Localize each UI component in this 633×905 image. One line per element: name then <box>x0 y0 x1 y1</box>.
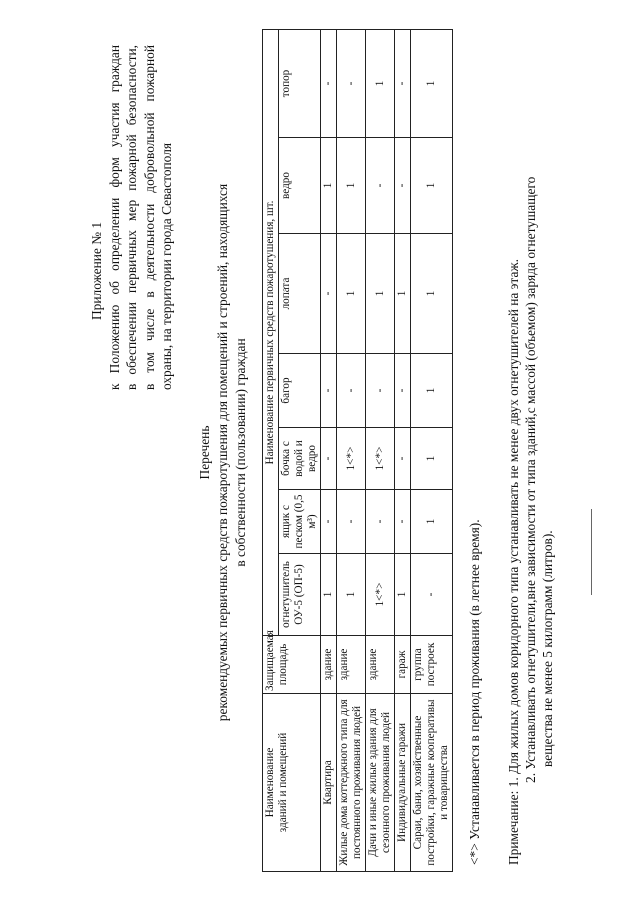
cell-sand-box: - <box>337 490 366 554</box>
row-area: здание <box>337 636 366 694</box>
appendix-line: в обеспечении первичных мер пожарной безопасности, <box>124 45 140 390</box>
cell-sand-box: - <box>366 490 395 554</box>
row-area: здание <box>366 636 395 694</box>
table-row <box>395 29 411 871</box>
table-row <box>411 29 453 871</box>
cell-extinguisher: - <box>411 554 453 636</box>
cell-water-barrel: 1 <box>411 428 453 490</box>
header-axe: топор <box>279 29 321 137</box>
cell-shovel: 1 <box>337 234 366 354</box>
appendix-line: в том числе в деятельности добровольной пожарной <box>141 45 157 390</box>
document-subtitle: в собственности (пользовании) граждан <box>233 338 248 567</box>
cell-shovel: 1 <box>395 234 411 354</box>
cell-shovel: - <box>321 234 337 354</box>
note-line: Примечание: 1. Для жилых домов коридорного типа устанавливать не менее двух огнетушителей на этаж. <box>506 259 521 865</box>
row-area: группа построек <box>411 636 453 694</box>
cell-hook: - <box>321 354 337 428</box>
cell-hook: - <box>395 354 411 428</box>
header-equipment-group: Наименование первичных средств пожаротушения, шт. <box>263 29 279 635</box>
cell-bucket: 1 <box>337 138 366 234</box>
cell-sand-box: 1 <box>411 490 453 554</box>
appendix-line: к Положению об определении форм участия граждан <box>106 45 122 390</box>
cell-extinguisher: 1<*> <box>366 554 395 636</box>
cell-water-barrel: - <box>395 428 411 490</box>
cell-water-barrel: 1<*> <box>337 428 366 490</box>
appendix-line: охраны, на территории города Севастополя <box>159 142 175 390</box>
document-title: Перечень <box>197 425 212 480</box>
row-area: гараж <box>395 636 411 694</box>
header-sand-box: ящик с песком (0,5 м³) <box>279 490 321 554</box>
header-building-name: Наименование зданий и помещений <box>263 694 321 872</box>
row-name: Дачи и иные жилые здания для сезонного проживания людей <box>366 694 395 872</box>
header-extinguisher: огнетушитель ОУ-5 (ОП-5) <box>279 554 321 636</box>
cell-shovel: 1 <box>366 234 395 354</box>
row-name: Индивидуальные гаражи <box>395 694 411 872</box>
table-row <box>337 29 366 871</box>
footnote: <*> Устанавливается в период проживания (в летнее время). <box>467 519 482 865</box>
table-row <box>366 29 395 871</box>
note-block <box>505 25 556 865</box>
cell-shovel: 1 <box>411 234 453 354</box>
cell-axe: - <box>337 29 366 137</box>
cell-bucket: - <box>366 138 395 234</box>
header-protected-area: Защищаемая площадь <box>263 636 321 694</box>
cell-extinguisher: 1 <box>337 554 366 636</box>
separator-line <box>591 509 592 595</box>
cell-extinguisher: 1 <box>321 554 337 636</box>
cell-hook: - <box>366 354 395 428</box>
equipment-table <box>262 29 453 872</box>
table-row <box>321 29 337 871</box>
note-line: 2. Устанавливать огнетушители,вне зависимости от типа зданий,с массой (объемом) заряда огнетушащего <box>523 176 538 783</box>
row-name: Жилые дома коттеджного типа для постоянного проживания людей <box>337 694 366 872</box>
header-bucket: ведро <box>279 138 321 234</box>
header-water-barrel: бочка с водой и ведро <box>279 428 321 490</box>
note-line: вещества не менее 5 килограмм (литров). <box>540 530 555 767</box>
cell-extinguisher: 1 <box>395 554 411 636</box>
cell-hook: - <box>337 354 366 428</box>
row-area: здание <box>321 636 337 694</box>
cell-hook: 1 <box>411 354 453 428</box>
appendix-number: Приложение № 1 <box>89 221 104 320</box>
cell-water-barrel: 1<*> <box>366 428 395 490</box>
cell-axe: 1 <box>366 29 395 137</box>
row-name: Квартира <box>321 694 337 872</box>
cell-water-barrel: - <box>321 428 337 490</box>
cell-sand-box: - <box>321 490 337 554</box>
cell-bucket: 1 <box>411 138 453 234</box>
header-shovel: лопата <box>279 234 321 354</box>
cell-bucket: 1 <box>321 138 337 234</box>
cell-bucket: - <box>395 138 411 234</box>
cell-sand-box: - <box>395 490 411 554</box>
header-hook: багор <box>279 354 321 428</box>
document-subtitle: рекомендуемых первичных средств пожаротушения для помещений и строений, находящихся <box>215 183 230 722</box>
cell-axe: - <box>395 29 411 137</box>
cell-axe: 1 <box>411 29 453 137</box>
appendix-block <box>88 45 176 390</box>
cell-axe: - <box>321 29 337 137</box>
row-name: Сараи, бани, хозяйственные постройки, гаражные кооперативы и товарищества <box>411 694 453 872</box>
